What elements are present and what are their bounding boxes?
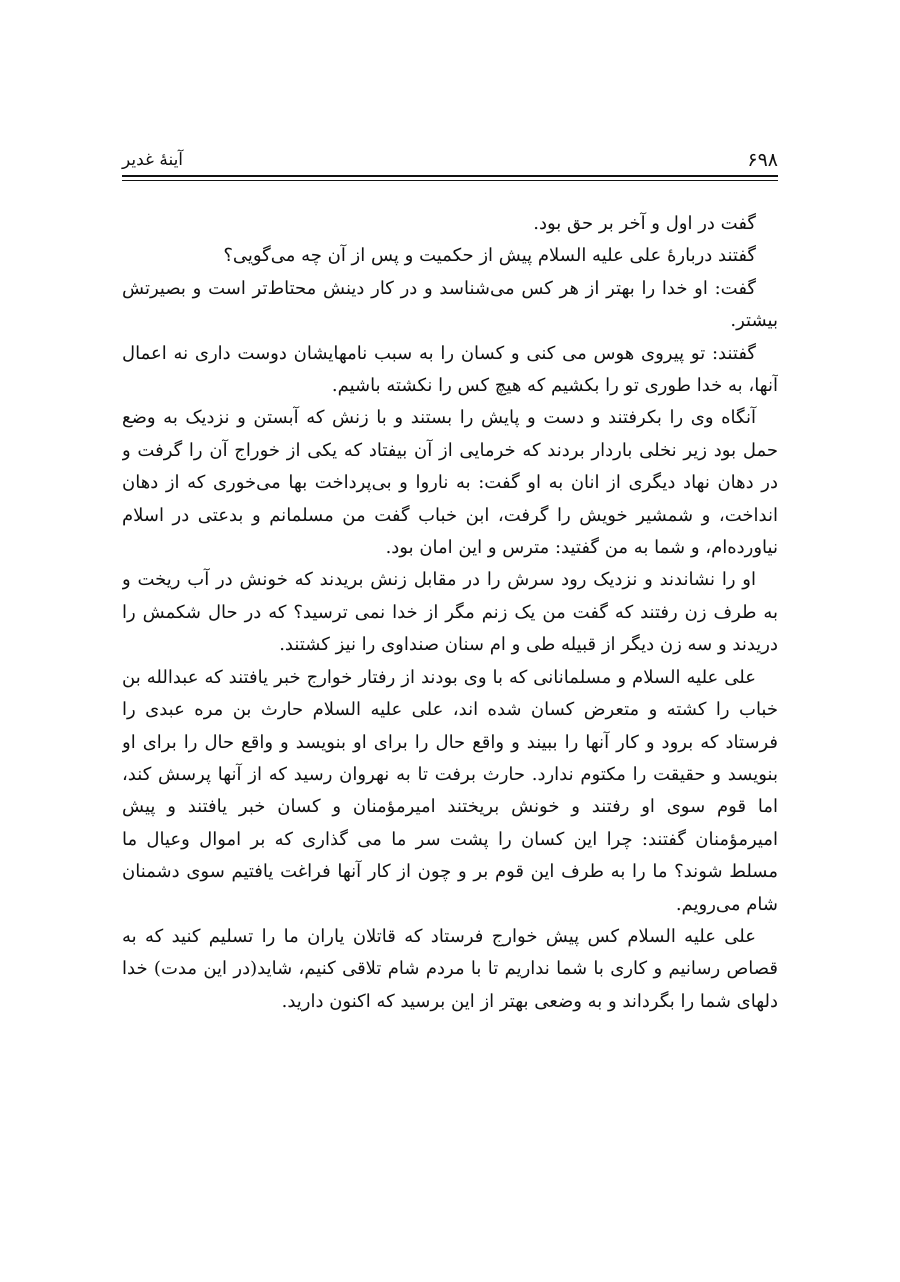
paragraph: آنگاه وی را بکرفتند و دست و پایش را بستند و با زنش که آبستن و نزدیک به وضع حمل بود زیر نخلی باردار بردند که خرمایی از آن بیفتاد که یکی از خوراج آن را گرفت و در دهان نهاد دیگری از انان به او گفت: به ناروا و بی‌پرداخت بها می‌خوری که از دهان انداخت، و شمشیر خویش را گرفت، ابن خباب گفت من مسلمانم و بدعتی در اسلام نیاورده‌ام، و شما به من گفتید: مترس و این امان بود.: [122, 407, 778, 559]
header-rule: [122, 175, 778, 177]
paragraph: گفت در اول و آخر بر حق بود.: [533, 213, 756, 234]
running-title: آینۀ غدیر: [122, 150, 184, 170]
paragraph: علی علیه السلام کس پیش خوارج فرستاد که قاتلان یاران ما را تسلیم کنید که به قصاص رسانیم و کاری با شما نداریم تا با مردم شام تلاقی کنیم، شاید(در این مدت) خدا دلهای شما را بگرداند و به وضعی بهتر از این برسید که اکنون دارید.: [122, 925, 778, 1012]
paragraph: علی علیه السلام و مسلمانانی که با وی بودند از رفتار خوارج خبر یافتند که عبدالله بن خباب را کشته و متعرض کسان شده اند، علی علیه السلام حارث بن مره عبدی را فرستاد که برود و کار آنها را ببیند و واقع حال را برای او بنویسد و واقع حال را برای او بنویسد و حقیقت را مکتوم ندارد. حارث برفت تا به نهروان رسید که از آنها پرسش کند، اما قوم سوی او رفتند و خونش بریختند امیرمؤمنان و کسان خبر یافتند و پیش امیرمؤمنان گفتند: چرا این کسان را پشت سر ما می گذاری که بر اموال وعیال ما مسلط شوند؟ ما را به طرف این قوم بر و چون از کار آنها فراغت یافتیم سوی دشمنان شام می‌رویم.: [122, 666, 778, 915]
page-number: ۶۹۸: [747, 149, 778, 171]
paragraph: گفتند: تو پیروی هوس می کنی و کسان را به سبب نامهایشان دوست داری نه اعمال آنها، به خدا طوری تو را بکشیم که هیچ کس را نکشته باشیم.: [122, 342, 778, 397]
page-header: [122, 146, 778, 174]
paragraph: گفت: او خدا را بهتر از هر کس می‌شناسد و در کار دینش محتاط‌تر است و بصیرتش بیشتر.: [122, 277, 778, 332]
paragraph: او را نشاندند و نزدیک رود سرش را در مقابل زنش بریدند که خونش در آب ریخت و به طرف زن رفتند که گفت من یک زنم مگر از خدا نمی ترسید؟ که در حال شکمش را دریدند و سه زن دیگر از قبیله طی و ام سنان صنداوی را نیز کشتند.: [122, 569, 778, 656]
body-text: [122, 208, 778, 1183]
header-rule-thin: [122, 180, 778, 181]
paragraph: گفتند دربارۀ علی علیه السلام پیش از حکمیت و پس از آن چه می‌گویی؟: [223, 245, 756, 267]
